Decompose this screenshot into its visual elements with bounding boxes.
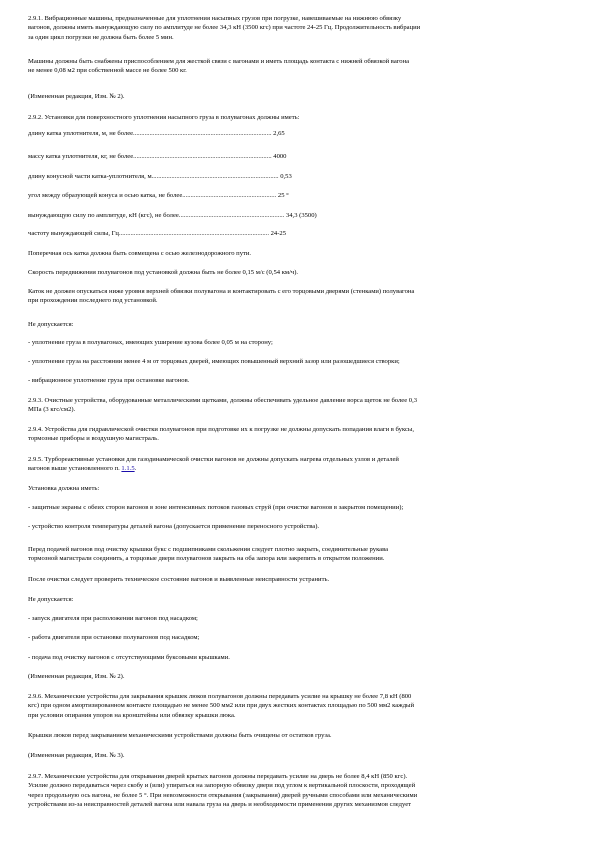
text-line: 2.9.1. Вибрационные машины, предназначенные для уплотнения насыпных грузов при погрузке, навешиваемые на нижнюю обвязку	[28, 15, 402, 22]
text-line: длину конусной части катка-уплотнителя, м............................................................................. 0,53	[28, 173, 292, 180]
text-line: Поперечная ось катка должна быть совмещена с осью железнодорожного пути.	[28, 250, 252, 257]
paragraph	[28, 14, 566, 42]
text-line: - уплотнение груза в полувагонах, имеющих уширение кузова более 0,05 м на сторону;	[28, 339, 273, 346]
text-line: Скорость передвижения полувагонов под установкой должна быть не более 0,15 м/с (0,54 км/ч).	[28, 269, 299, 276]
paragraph	[28, 575, 566, 584]
paragraph	[28, 229, 566, 238]
text-line: 2.9.7. Механические устройства для открывания дверей крытых вагонов должны передавать усилие на дверь не более 8,4 кН (850 кгс).	[28, 773, 408, 780]
text-line: длину катка уплотнителя, м, не более.................................................................................... 2,65	[28, 130, 285, 137]
paragraph	[28, 396, 566, 415]
text-line: Не допускается:	[28, 321, 74, 328]
paragraph	[28, 338, 566, 347]
text-line: - устройство контроля температуры деталей вагона (допускается применение переносного устройства).	[28, 523, 320, 530]
paragraph	[28, 692, 566, 720]
text-line: 2.9.5. Турбореактивные установки для газодинамической очистки вагонов не должны допускать нагрева отдельных узлов и деталей	[28, 456, 399, 463]
paragraph	[28, 172, 566, 181]
paragraph	[28, 211, 566, 220]
text-line: кгс) при одном амортизированном контакте площадью не менее 500 мм2 или при двух жестких контактах площадью по 500 мм2 каждый	[28, 702, 415, 710]
text-line: через продольную ось вагона, не более 5 °. При невозможности открывания (закрывания) дверей ручными способами или механическими	[28, 791, 418, 799]
paragraph	[28, 522, 566, 531]
text-line: Перед подачей вагонов под очистку крышки букс с подшипниками скольжения следует плотно закрыть, соединительные рукава	[28, 546, 389, 553]
text-line: После очистки следует проверить техническое состояние вагонов и выявленные неисправности устранить.	[28, 576, 330, 583]
text-line: при прохождении последнего под установкой.	[28, 297, 158, 305]
text-line: 2.9.4. Устройства для гидравлической очистки полувагонов при подготовке их к погрузке не должны допускать попадания влаги в буксы,	[28, 426, 415, 433]
text-line: вынуждающую силу по амплитуде, кН (кгс), не более................................................................ 34,3 (3500)	[28, 212, 317, 219]
text-line: Не допускается:	[28, 596, 74, 603]
text-line: Усилие должно передаваться через скобу и (или) упираться на запорную обвязку двери под углом к вертикальной плоскости, проходящей	[28, 782, 416, 790]
text-line: массу катка уплотнителя, кг, не более.................................................................................... 4000	[28, 153, 287, 160]
paragraph	[28, 633, 566, 642]
paragraph	[28, 191, 566, 200]
text-line: Каток не должен опускаться ниже уровня верхней обвязки полувагона и контактировать с его торцовыми дверями (стенками) полувагона	[28, 288, 415, 295]
text-line: при условии опирания упоров на кронштейны или обвязку крышки люка.	[28, 711, 236, 719]
paragraph	[28, 455, 566, 474]
paragraph	[28, 376, 566, 385]
text-line: 2.9.6. Механические устройства для закрывания крышек люков полувагонов должны передавать усилие на крышку не более 7,8 кН (800	[28, 693, 412, 700]
paragraph	[28, 357, 566, 366]
paragraph	[28, 545, 566, 564]
paragraph	[28, 92, 566, 101]
clause-link[interactable]: 1.1.5	[121, 465, 135, 473]
text-line: (Измененная редакция, Изм. № 2).	[28, 673, 125, 680]
paragraph	[28, 672, 566, 681]
paragraph	[28, 113, 566, 122]
text-line: за один цикл погрузки не должна быть более 5 мин.	[28, 33, 174, 41]
paragraph	[28, 320, 566, 329]
text-line: угол между образующей конуса и осью катка, не более......................................................... 25 °	[28, 192, 289, 199]
text-line: - работа двигателя при остановке полувагонов под насадком;	[28, 634, 200, 641]
paragraph	[28, 268, 566, 277]
text-line: Машины должны быть снабжены приспособлением для жесткой связи с вагонами и иметь площадь контакта с нижней обвязкой вагона	[28, 58, 410, 65]
text-line: - подача под очистку вагонов с отсутствующими буксовыми крышками.	[28, 654, 230, 661]
paragraph	[28, 731, 566, 740]
paragraph	[28, 772, 566, 809]
text-line: тормозной магистрали соединить, а торцовые двери полувагонов закрыть на оба запора или закрепить в открытом положении.	[28, 555, 385, 563]
text-line: устройствами из-за неисправностей деталей вагона или навала груза на дверь и необходимости применения других механизмов следует	[28, 800, 412, 808]
text-line: - вибрационное уплотнение груза при остановке вагонов.	[28, 377, 190, 384]
text-line: МПа (3 кгс/см2).	[28, 406, 76, 414]
paragraph	[28, 129, 566, 138]
paragraph	[28, 653, 566, 662]
paragraph	[28, 249, 566, 258]
paragraph	[28, 425, 566, 444]
text-line: - запуск двигателя при расположении вагонов под насадком;	[28, 615, 198, 622]
text-line: (Измененная редакция, Изм. № 3).	[28, 752, 125, 759]
text-line: 2.9.2. Установки для поверхностного уплотнения насыпного груза в полувагонах должны иметь:	[28, 114, 300, 121]
text-line: вагонов выше установленного п. 1.1.5.	[28, 465, 137, 473]
text-line: вагонов, должны иметь вынуждающую силу по амплитуде не более 34,3 кН (3500 кгс) при частоте 24-25 Гц. Продолжительность вибрации	[28, 24, 421, 32]
text-line: тормозные приборы и воздушную магистраль.	[28, 435, 159, 443]
paragraph	[28, 503, 566, 512]
text-line: - защитные экраны с обеих сторон вагонов в зоне интенсивных потоков газовых струй (при очистке вагонов в закрытом помещении);	[28, 504, 404, 511]
paragraph	[28, 751, 566, 760]
paragraph	[28, 614, 566, 623]
paragraph	[28, 595, 566, 604]
paragraph	[28, 287, 566, 306]
text-line: Крышки люков перед закрыванием механическими устройствами должны быть очищены от остатков груза.	[28, 732, 332, 739]
paragraph	[28, 57, 566, 76]
text-line: частоту вынуждающей силы, Гц........................................................................................... 24-25	[28, 230, 286, 237]
text-line: (Измененная редакция, Изм. № 2).	[28, 93, 125, 100]
text-line: Установка должна иметь:	[28, 485, 100, 492]
paragraph	[28, 484, 566, 493]
paragraph	[28, 152, 566, 161]
text-line: - уплотнение груза на расстоянии менее 4 м от торцовых дверей, имеющих повышенный верхний зазор или разошедшиеся створки;	[28, 358, 400, 365]
text-line: не менее 0,08 м2 при собственной массе не более 500 кг.	[28, 67, 187, 75]
text-line: 2.9.3. Очистные устройства, оборудованные металлическими щетками, должны обеспечивать удельное давление ворса щеток не более 0,3	[28, 397, 418, 404]
